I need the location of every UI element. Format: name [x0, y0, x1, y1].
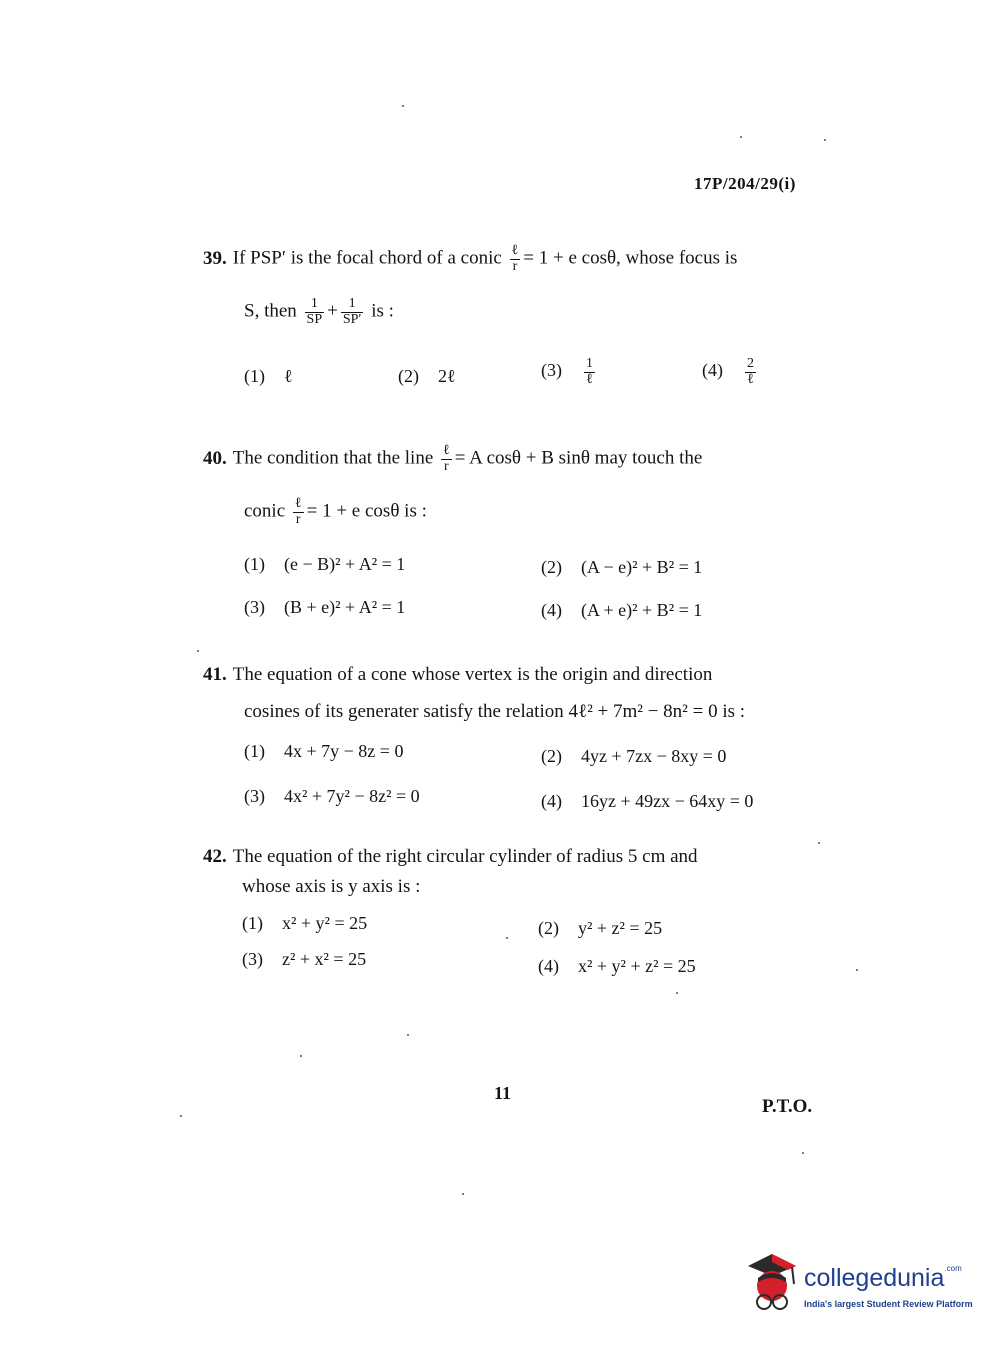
option-39-2: (2) 2ℓ	[398, 366, 456, 386]
question-39-line2	[244, 297, 394, 327]
page-number: 11	[494, 1083, 512, 1103]
option-42-2: (2) y² + z² = 25	[538, 918, 663, 938]
question-text: = A cosθ + B sinθ may touch the	[454, 447, 703, 469]
question-number: 42.	[203, 846, 227, 867]
option-42-1: (1) x² + y² = 25	[242, 913, 368, 933]
question-42-line2: whose axis is y axis is :	[242, 876, 421, 897]
option-41-3: (3) 4x² + 7y² − 8z² = 0	[244, 786, 420, 806]
question-42-line1	[203, 846, 698, 868]
fraction-l-over-r: $\frac{\text{ℓ}}{r}$	[443, 443, 450, 474]
option-40-1: (1) (e − B)² + A² = 1	[244, 554, 406, 574]
option-41-4: (4) 16yz + 49zx − 64xy = 0	[541, 791, 754, 811]
option-42-3: (3) z² + x² = 25	[242, 949, 367, 969]
plus-sign: +	[327, 300, 338, 322]
option-40-4: (4) (A + e)² + B² = 1	[541, 600, 703, 620]
question-number: 39.	[203, 247, 227, 269]
question-40-line2	[244, 497, 427, 527]
fraction-1-over-sp: $\frac{1}{SP}$	[306, 296, 323, 327]
option-42-4: (4) x² + y² + z² = 25	[538, 956, 696, 976]
brand-name: collegedunia$^{.com}$	[804, 1264, 962, 1292]
question-41-line2: cosines of its generater satisfy the relation 4ℓ² + 7m² − 8n² = 0 is :	[244, 701, 746, 722]
question-40-line1	[203, 444, 702, 474]
option-39-3: (3) $\frac{1}{\text{ℓ}}$	[541, 356, 593, 387]
question-text: = 1 + e cosθ is :	[306, 500, 427, 522]
brand-tagline: India's largest Student Review Platform	[804, 1299, 973, 1309]
paper-code: 17P/204/29(i)	[694, 174, 796, 193]
option-40-3: (3) (B + e)² + A² = 1	[244, 597, 406, 617]
question-text: The condition that the line	[232, 447, 434, 469]
question-number: 41.	[203, 664, 227, 685]
question-number: 40.	[203, 447, 227, 469]
option-41-1: (1) 4x + 7y − 8z = 0	[244, 741, 404, 761]
option-41-2: (2) 4yz + 7zx − 8xy = 0	[541, 746, 727, 766]
question-text: The equation of the right circular cylinder of radius 5 cm and	[232, 846, 698, 867]
question-text: conic	[244, 500, 286, 522]
option-39-4: (4) $\frac{2}{\text{ℓ}}$	[702, 356, 754, 387]
collegedunia-watermark	[742, 1250, 973, 1340]
fraction-l-over-r: $\frac{\text{ℓ}}{r}$	[511, 243, 519, 274]
question-text: = 1 + e cosθ, whose focus is	[523, 247, 738, 269]
question-text: S, then	[244, 300, 297, 322]
option-40-2: (2) (A − e)² + B² = 1	[541, 557, 703, 577]
question-text: is :	[371, 300, 394, 322]
mascot-icon	[742, 1250, 802, 1316]
question-text: The equation of a cone whose vertex is the origin and direction	[232, 664, 713, 685]
fraction-l-over-r: $\frac{\text{ℓ}}{r}$	[294, 496, 302, 527]
option-39-1: (1) ℓ	[244, 366, 293, 386]
question-41-line1	[203, 664, 712, 686]
question-text: If PSP′ is the focal chord of a conic	[232, 247, 502, 269]
question-39-line1	[203, 244, 737, 274]
fraction-1-over-sp-prime: $\frac{1}{SP'}$	[342, 296, 362, 327]
pto-label: P.T.O.	[762, 1096, 813, 1117]
